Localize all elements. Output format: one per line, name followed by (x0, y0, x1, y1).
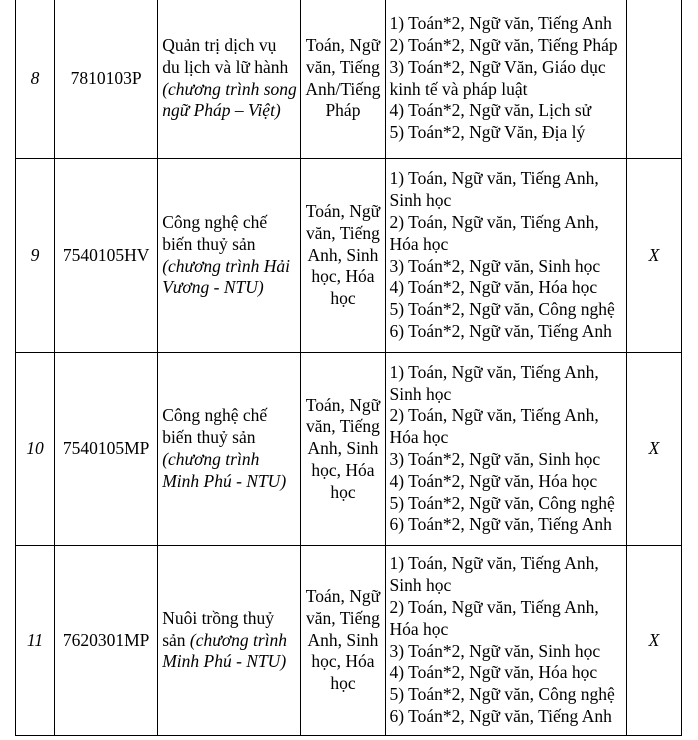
subject-combinations: 1) Toán, Ngữ văn, Tiếng Anh, Sinh học 2) Toán, Ngữ văn, Tiếng Anh, Hóa học 3) Toán*2, Ngữ văn, Sinh học 4) Toán*2, Ngữ văn, Hóa học 5) Toán*2, Ngữ văn, Công nghệ 6) Toán*2, Ngữ văn, Tiếng Anh (385, 159, 626, 353)
mark-cell: X (626, 546, 681, 736)
subject-combinations: 1) Toán, Ngữ văn, Tiếng Anh, Sinh học 2) Toán, Ngữ văn, Tiếng Anh, Hóa học 3) Toán*2, Ngữ văn, Sinh học 4) Toán*2, Ngữ văn, Hóa học 5) Toán*2, Ngữ văn, Công nghệ 6) Toán*2, Ngữ văn, Tiếng Anh (385, 546, 626, 736)
subject-combinations: 1) Toán, Ngữ văn, Tiếng Anh, Sinh học 2) Toán, Ngữ văn, Tiếng Anh, Hóa học 3) Toán*2, Ngữ văn, Sinh học 4) Toán*2, Ngữ văn, Hóa học 5) Toán*2, Ngữ văn, Công nghệ 6) Toán*2, Ngữ văn, Tiếng Anh (385, 353, 626, 546)
program-code: 7620301MP (55, 546, 158, 736)
row-number: 9 (16, 159, 55, 353)
subject-list: Toán, Ngữ văn, Tiếng Anh, Sinh học, Hóa học (301, 353, 385, 546)
program-name: Quản trị dịch vụ du lịch và lữ hành (chương trình song ngữ Pháp – Việt) (158, 0, 301, 159)
subject-combinations: 1) Toán*2, Ngữ văn, Tiếng Anh 2) Toán*2, Ngữ văn, Tiếng Pháp 3) Toán*2, Ngữ Văn, Giáo dục kinh tế và pháp luật 4) Toán*2, Ngữ văn, Lịch sử 5) Toán*2, Ngữ Văn, Địa lý (385, 0, 626, 159)
row-number: 8 (16, 0, 55, 159)
mark-cell (626, 0, 681, 159)
subject-list: Toán, Ngữ văn, Tiếng Anh, Sinh học, Hóa học (301, 546, 385, 736)
table-row (16, 353, 682, 546)
subject-list: Toán, Ngữ văn, Tiếng Anh/Tiếng Pháp (301, 0, 385, 159)
row-number: 10 (16, 353, 55, 546)
mark-cell: X (626, 353, 681, 546)
mark-cell: X (626, 159, 681, 353)
program-name: Nuôi trồng thuỷ sản (chương trình Minh Phú - NTU) (158, 546, 301, 736)
program-code: 7540105MP (55, 353, 158, 546)
table-row (16, 0, 682, 159)
subject-list: Toán, Ngữ văn, Tiếng Anh, Sinh học, Hóa học (301, 159, 385, 353)
program-code: 7540105HV (55, 159, 158, 353)
table-row (16, 159, 682, 353)
program-name: Công nghệ chế biến thuỷ sản (chương trình Hải Vương - NTU) (158, 159, 301, 353)
program-table (15, 0, 682, 736)
row-number: 11 (16, 546, 55, 736)
program-code: 7810103P (55, 0, 158, 159)
table-row (16, 546, 682, 736)
program-name: Công nghệ chế biến thuỷ sản (chương trình Minh Phú - NTU) (158, 353, 301, 546)
